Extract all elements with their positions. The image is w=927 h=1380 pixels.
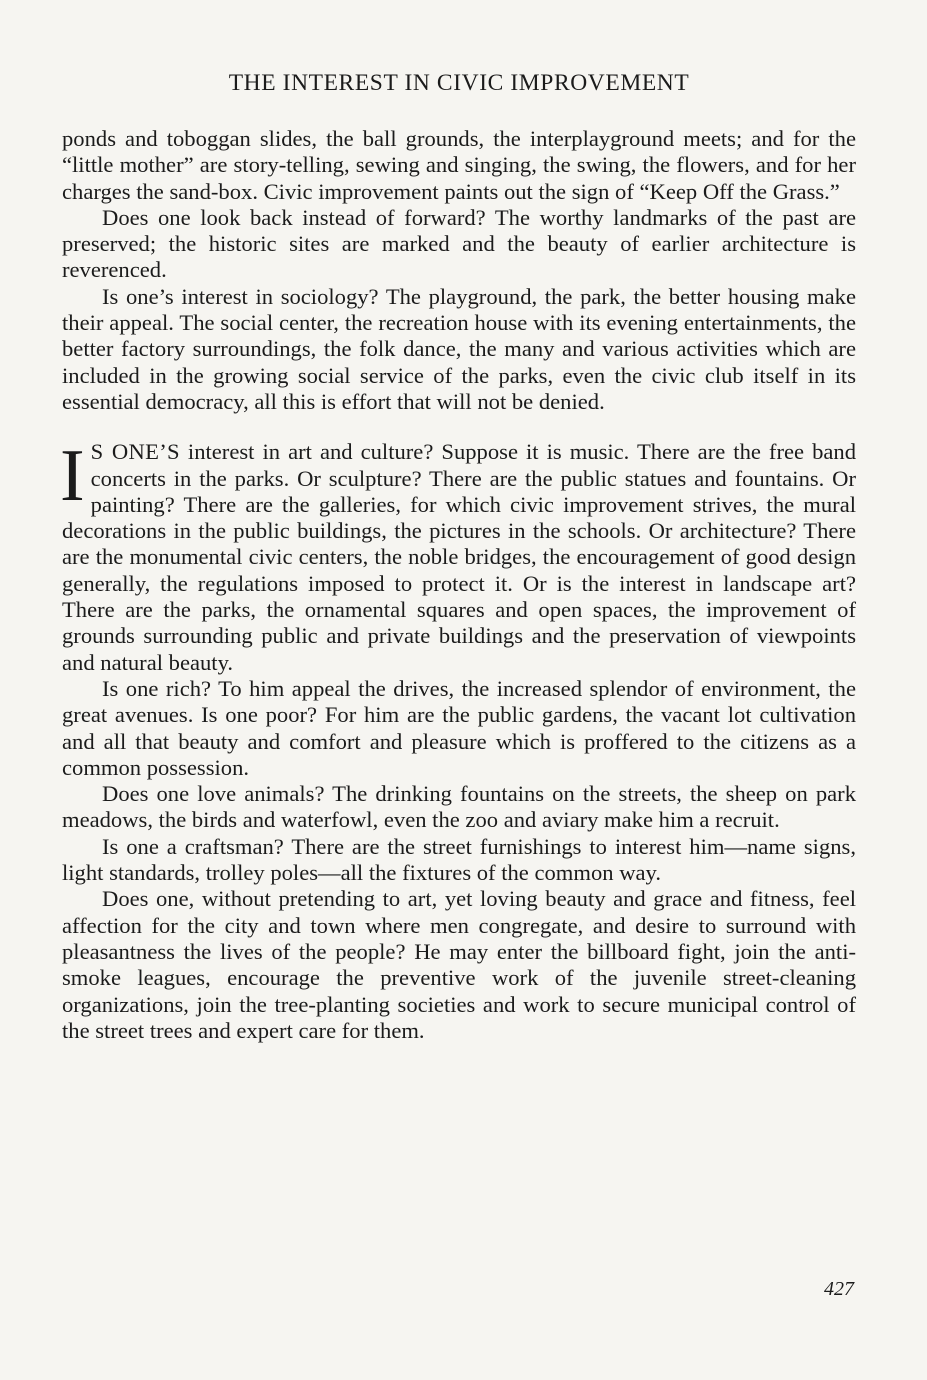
body-text [62, 126, 856, 1044]
paragraph-rich-poor: Is one rich? To him appeal the drives, the increased splendor of environment, the great avenues. Is one poor? For him are the public gardens, the vacant lot cultivation and all that beauty and comfort and pleasure which is proffered to the citizens as a common possession. [62, 675, 856, 780]
paragraph-art-culture [60, 435, 856, 676]
paragraph-landmarks: Does one look back instead of forward? The worthy landmarks of the past are preserved; the historic sites are marked and the beauty of earlier architecture is reverenced. [62, 204, 856, 283]
paragraph-sociology: Is one’s interest in sociology? The playground, the park, the better housing make their appeal. The social center, the recreation house with its evening entertainments, the better factory surroundings, the folk dance, the many and various activities which are included in the growing social service of the parks, even the civic club itself in its essential democracy, all this is effort that will not be denied. [62, 283, 856, 414]
page-number: 427 [824, 1278, 854, 1300]
book-page [62, 0, 856, 1380]
paragraph-animals: Does one love animals? The drinking fountains on the streets, the sheep on park meadows, the birds and waterfowl, even the zoo and aviary make him a recruit. [62, 781, 856, 833]
paragraph-beauty: Does one, without pretending to art, yet loving beauty and grace and fitness, feel affection for the city and town where men congregate, and desire to surround with pleasantness the lives of the people? He may enter the billboard fight, join the anti-smoke leagues, encourage the preventive work of the juvenile street-cleaning organizations, join the tree-planting societies and work to secure municipal control of the street trees and expert care for them. [62, 886, 856, 1043]
drop-cap: I [60, 435, 85, 518]
running-head: THE INTEREST IN CIVIC IMPROVEMENT [228, 70, 690, 96]
lead-in-caps: S ONE’S [90, 439, 180, 465]
paragraph-art-culture-text: interest in art and culture? Suppose it is music. There are the free band concerts in the parks. Or sculpture? There are the public statues and fountains. Or painting? There are the galleries, for which civic improvement strives, the mural decorations in the public buildings, the pictures in the schools. Or architecture? There are the monumental civic centers, the noble bridges, the encouragement of good design generally, the regulations imposed to protect it. Or is the interest in landscape art? There are the parks, the ornamental squares and open spaces, the improvement of grounds surrounding public and private buildings and the preservation of viewpoints and natural beauty. [62, 439, 856, 675]
paragraph-continued: ponds and toboggan slides, the ball grounds, the interplayground meets; and for the “little mother” are story-telling, sewing and singing, the swing, the flowers, and for her charges the sand-box. Civic improvement paints out the sign of “Keep Off the Grass.” [62, 126, 856, 204]
paragraph-craftsman: Is one a craftsman? There are the street furnishings to interest him—name signs, light standards, trolley poles—all the fixtures of the common way. [62, 833, 856, 886]
